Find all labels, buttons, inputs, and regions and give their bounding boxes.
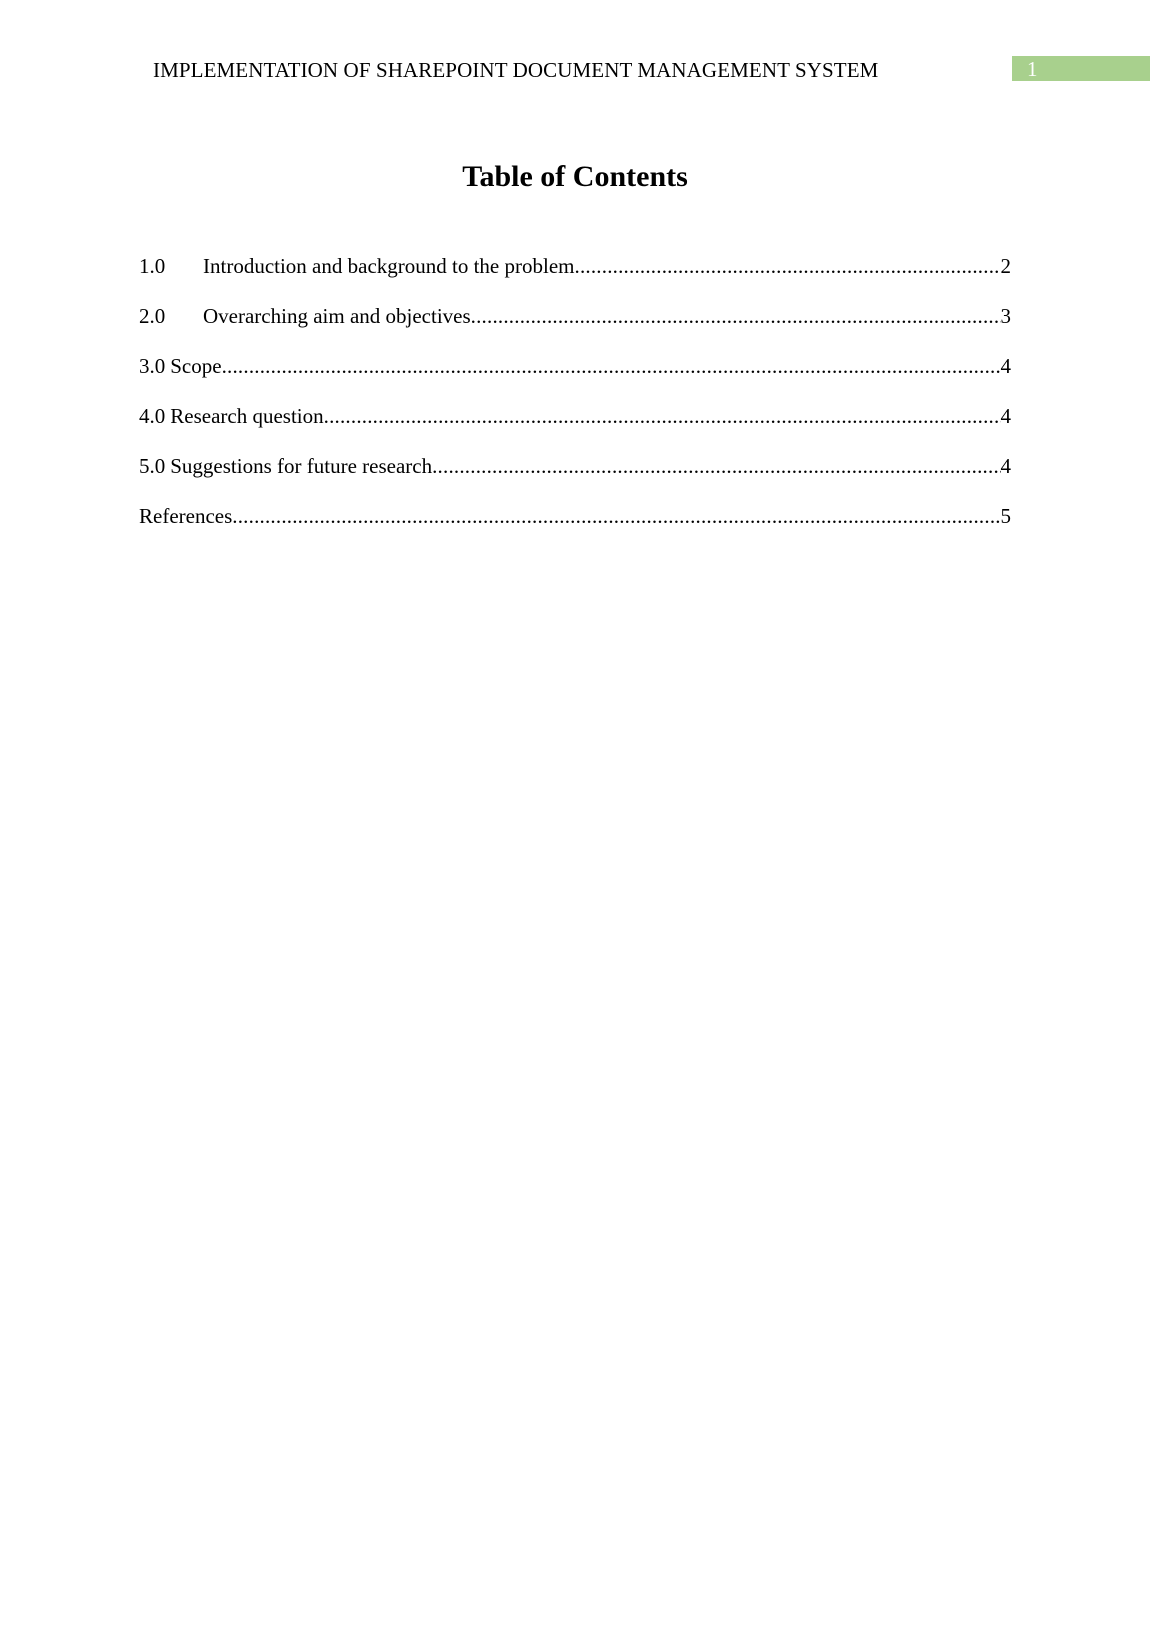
page-number-box (1012, 56, 1150, 81)
toc-dot-leader (432, 454, 1000, 479)
toc-dot-leader (471, 304, 1001, 329)
toc-entry-page: 4 (1000, 454, 1011, 478)
toc-title: Table of Contents (462, 160, 688, 193)
toc-entry-text: Suggestions for future research (170, 454, 433, 478)
toc-entry-text: Overarching aim and objectives (203, 304, 471, 328)
toc-entry-number: 3.0 (139, 354, 166, 378)
toc-entry[interactable] (139, 504, 1011, 554)
header-title: IMPLEMENTATION OF SHAREPOINT DOCUMENT MANAGEMENT SYSTEM (153, 58, 879, 82)
toc-entry-page: 5 (1000, 504, 1011, 528)
toc-entry-text: References (139, 504, 233, 528)
toc-entry-number: 2.0 (139, 304, 166, 328)
toc-dot-leader (222, 354, 1001, 379)
toc-entry[interactable] (139, 304, 1011, 354)
toc-entry-page: 4 (1000, 404, 1011, 428)
toc-entry-text: Scope (170, 354, 222, 378)
toc-entry-text: Introduction and background to the problem (203, 254, 575, 278)
toc-entry-page: 2 (1000, 254, 1011, 278)
toc-entry-number: 4.0 (139, 404, 166, 428)
toc-entry-text: Research question (170, 404, 324, 428)
toc-entry-page: 4 (1000, 354, 1011, 378)
page-header (0, 54, 1158, 84)
toc-entry-page: 3 (1000, 304, 1011, 328)
toc-dot-leader (575, 254, 1001, 279)
toc-entry-number: 5.0 (139, 454, 166, 478)
toc-entry[interactable] (139, 454, 1011, 504)
page-number: 1 (1027, 57, 1038, 81)
toc-dot-leader (324, 404, 1001, 429)
toc-entry[interactable] (139, 354, 1011, 404)
toc-entry[interactable] (139, 404, 1011, 454)
toc-entry-number: 1.0 (139, 254, 166, 278)
toc-entry[interactable] (139, 254, 1011, 304)
toc-dot-leader (232, 504, 1000, 529)
toc-list (139, 254, 1011, 554)
